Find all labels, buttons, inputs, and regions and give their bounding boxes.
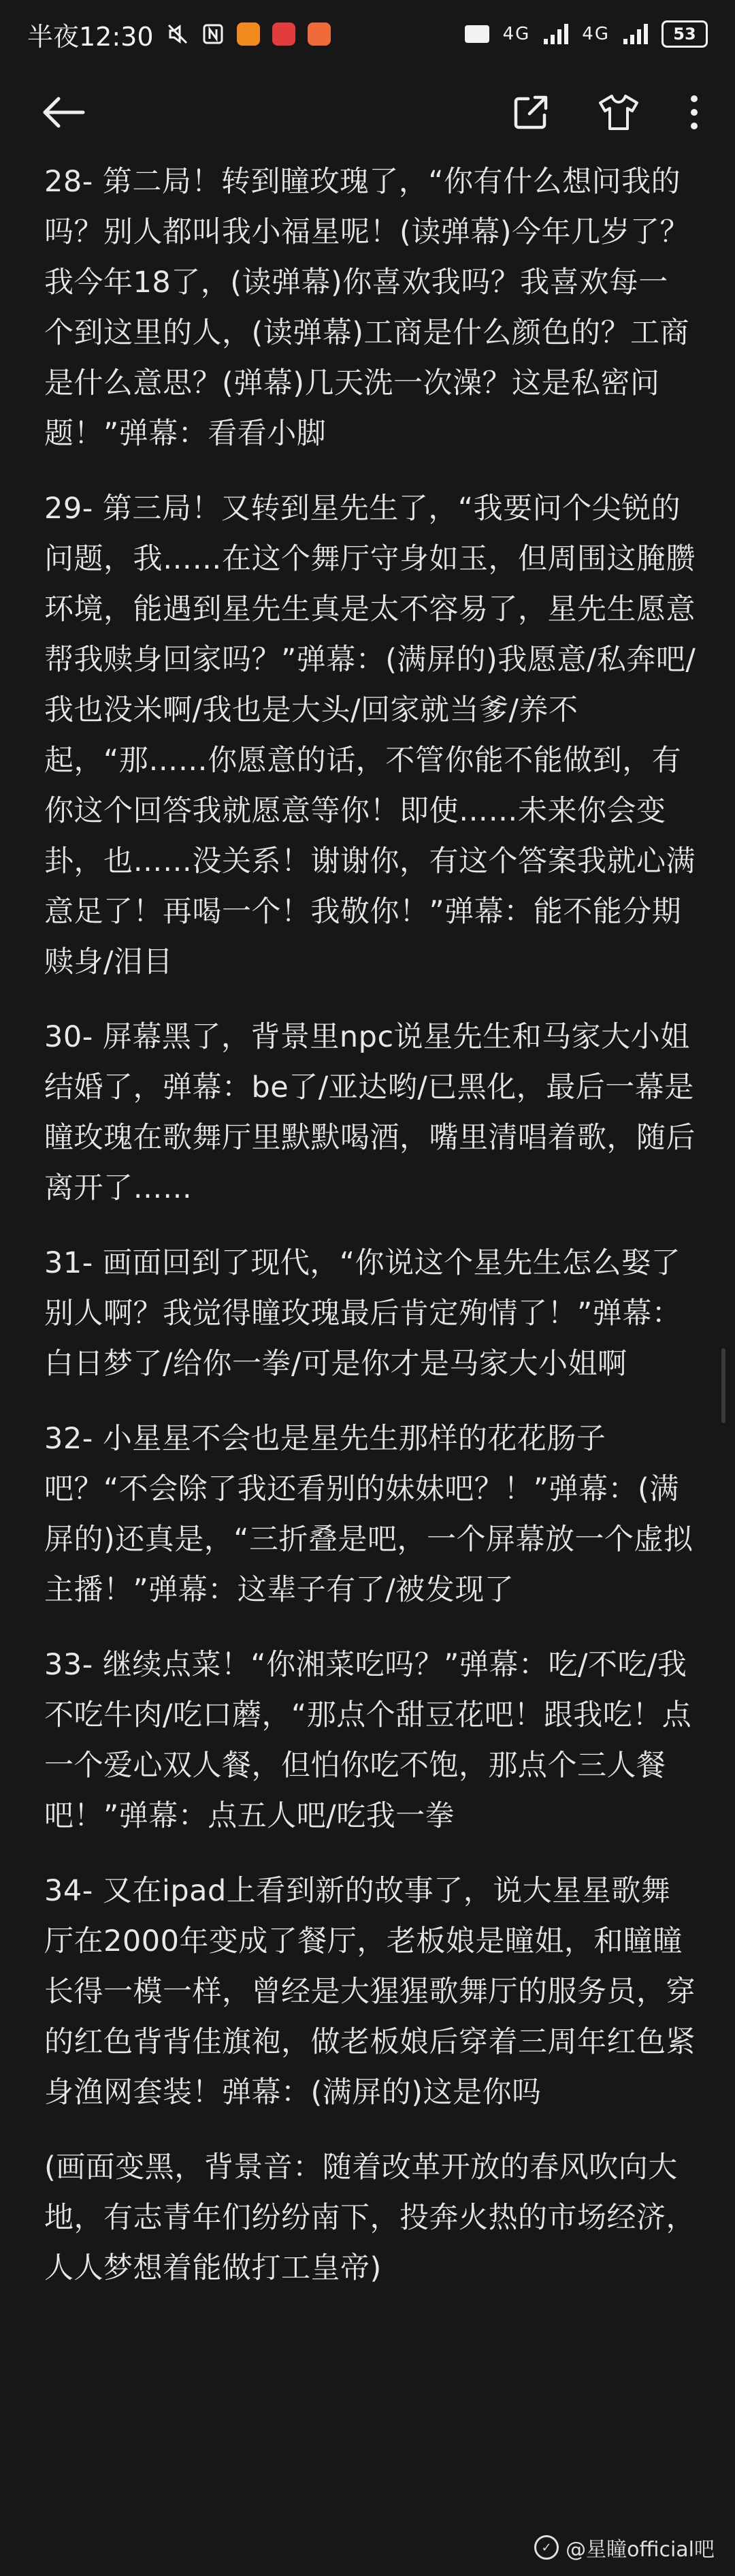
top-toolbar xyxy=(0,68,735,157)
share-icon xyxy=(512,93,550,131)
status-left xyxy=(27,16,331,53)
paragraph-33: 33- 继续点菜！“你湘菜吃吗？”弹幕：吃/不吃/我不吃牛肉/吃口蘑，“那点个甜豆花吧！跟我吃！点一个爱心双人餐，但怕你吃不饱，那点个三人餐吧！”弹幕：点五人吧/吃我一拳 xyxy=(44,1648,692,1833)
orange-app-icon xyxy=(308,22,331,46)
back-button[interactable] xyxy=(41,95,86,129)
battery-icon: 53 xyxy=(662,20,708,48)
paragraph-34: 34- 又在ipad上看到新的故事了，说大星星歌舞厅在2000年变成了餐厅，老板娘是瞳姐，和瞳瞳长得一模一样，曾经是大猩猩歌舞厅的服务员，穿的红色背背佳旗袍，做老板娘后穿着三周年红色紧身渔网套装！弹幕：(满屏的)这是你吗 xyxy=(44,1874,696,2110)
nfc-icon xyxy=(201,22,225,46)
signal-icon-2 xyxy=(622,22,649,46)
theme-button[interactable] xyxy=(598,93,640,131)
tshirt-icon xyxy=(598,93,640,131)
toolbar-actions xyxy=(512,93,701,131)
status-right xyxy=(463,20,708,48)
signal-icon xyxy=(542,22,570,46)
article-body xyxy=(0,157,735,2318)
status-time: 半夜12:30 xyxy=(27,21,154,52)
hd-icon xyxy=(463,24,491,44)
more-button[interactable] xyxy=(687,93,701,131)
watermark-text: @星瞳official吧 xyxy=(566,2538,715,2562)
weibo-app-icon xyxy=(237,22,260,46)
network-label-1: 4G xyxy=(502,24,531,44)
paragraph-31: 31- 画面回到了现代，“你说这个星先生怎么娶了别人啊？我觉得瞳玫瑰最后肯定殉情了！”弹幕：白日梦了/给你一拳/可是你才是马家大小姐啊 xyxy=(44,1246,682,1381)
paragraph-32: 32- 小星星不会也是星先生那样的花花肠子吧？“不会除了我还看别的妹妹吧？！”弹幕：(满屏的)还真是，“三折叠是吧，一个屏幕放一个虚拟主播！”弹幕：这辈子有了/被发现了 xyxy=(44,1422,693,1607)
mute-icon xyxy=(166,22,189,46)
red-app-icon xyxy=(272,22,295,46)
back-arrow-icon xyxy=(41,95,86,129)
share-button[interactable] xyxy=(512,93,550,131)
status-bar xyxy=(0,0,735,68)
watermark xyxy=(534,2532,715,2562)
network-label-2: 4G xyxy=(582,24,610,44)
paragraph-28: 28- 第二局！转到瞳玫瑰了，“你有什么想问我的吗？别人都叫我小福星呢！(读弹幕)今年几岁了？我今年18了，(读弹幕)你喜欢我吗？我喜欢每一个到这里的人，(读弹幕)工商是什么颜色的？工商是什么意思？(弹幕)几天洗一次澡？这是私密问题！”弹幕：看看小脚 xyxy=(44,165,690,451)
more-vertical-icon xyxy=(687,93,701,131)
scrollbar[interactable] xyxy=(721,1348,725,1423)
paragraph-30: 30- 屏幕黑了，背景里npc说星先生和马家大小姐结婚了，弹幕：be了/亚达哟/已黑化，最后一幕是瞳玫瑰在歌舞厅里默默喝酒，嘴里清唱着歌，随后离开了…… xyxy=(44,1020,696,1205)
paragraph-35: (画面变黑，背景音：随着改革开放的春风吹向大地，有志青年们纷纷南下，投奔火热的市场经济，人人梦想着能做打工皇帝) xyxy=(44,2150,696,2285)
paragraph-29: 29- 第三局！又转到星先生了，“我要问个尖锐的问题，我……在这个舞厅守身如玉，但周围这腌臜环境，能遇到星先生真是太不容易了，星先生愿意帮我赎身回家吗？”弹幕：(满屏的)我愿意/私奔吧/我也没米啊/我也是大头/回家就当爹/养不起，“那……你愿意的话，不管你能不能做到，有你这个回答我就愿意等你！即使……未来你会变卦，也……没关系！谢谢你，有这个答案我就心满意足了！再喝一个！我敬你！”弹幕：能不能分期赎身/泪目 xyxy=(44,492,696,979)
tieba-logo-icon: ✓ xyxy=(534,2535,559,2560)
